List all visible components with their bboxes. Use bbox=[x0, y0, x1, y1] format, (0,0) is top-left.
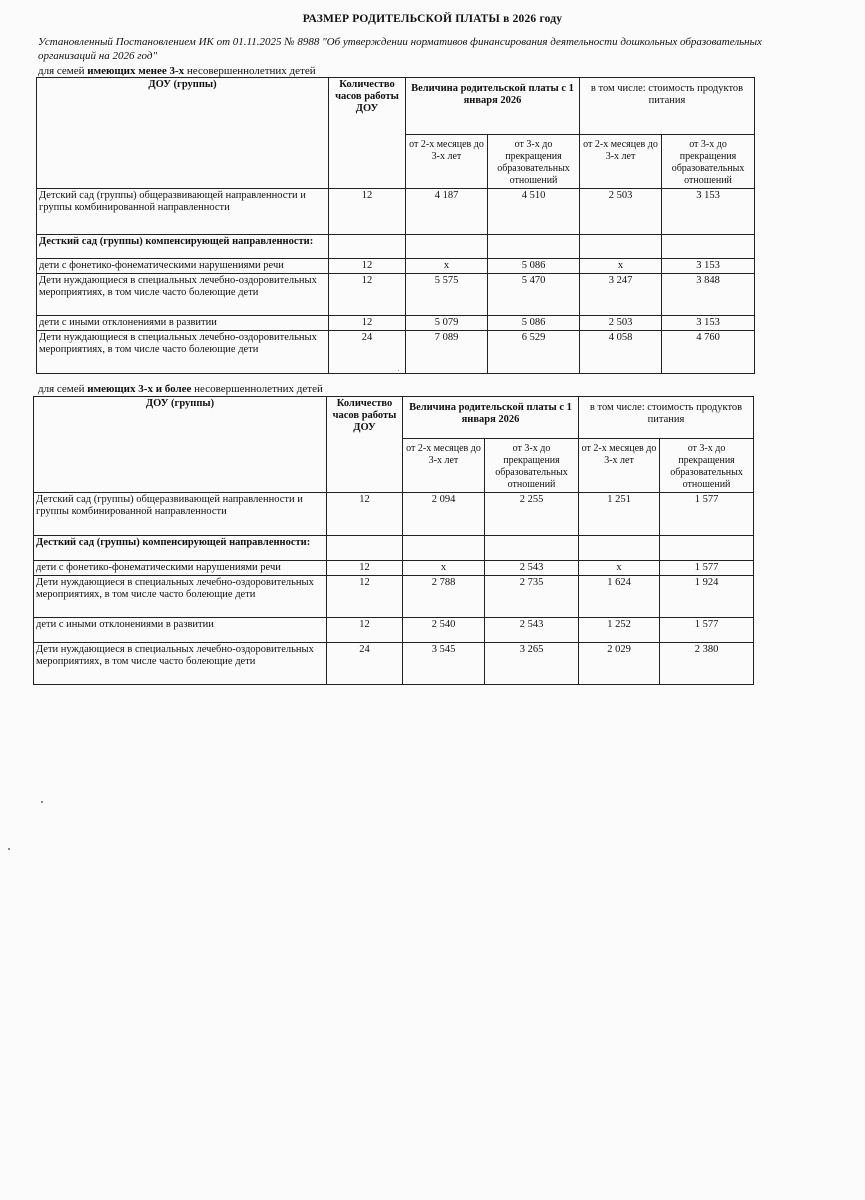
table-row bbox=[37, 274, 755, 316]
header-fee-age-3-end: от 3-х до прекращения образовательных отношений bbox=[488, 135, 580, 189]
table-row bbox=[34, 576, 754, 618]
row-fee-2-3: 7 089 bbox=[406, 331, 488, 374]
fee-table-section1 bbox=[36, 77, 755, 374]
row-label: дети с иными отклонениями в развитии bbox=[34, 618, 327, 643]
row-fee-2-3: 2 094 bbox=[403, 493, 485, 536]
row-fee-2-3: 2 788 bbox=[403, 576, 485, 618]
section1-caption-pre: для семей bbox=[38, 65, 88, 77]
header-food-age-3-end: от 3-х до прекращения образовательных отношений bbox=[662, 135, 755, 189]
row-hours: 12 bbox=[329, 259, 406, 274]
row-fee-2-3: 5 575 bbox=[406, 274, 488, 316]
row-food-2-3: 1 251 bbox=[579, 493, 660, 536]
scan-speck bbox=[41, 801, 43, 803]
row-label: Детский сад (группы) общеразвивающей направленности и группы комбинированной направленности bbox=[34, 493, 327, 536]
header-food-age-2-3: от 2-х месяцев до 3-х лет bbox=[580, 135, 662, 189]
section2-caption-pre: для семей bbox=[38, 383, 88, 395]
row-fee-3: 2 543 bbox=[485, 618, 579, 643]
header-fee-age-2-3: от 2-х месяцев до 3-х лет bbox=[406, 135, 488, 189]
document-subtitle: Установленный Постановлением ИК от 01.11.2025 № 8988 "Об утверждении нормативов финансирования деятельности дошкольных образовательных организаций на 2026 год" bbox=[38, 36, 762, 62]
row-fee-3: 6 529 bbox=[488, 331, 580, 374]
row-food-3: 3 153 bbox=[662, 259, 755, 274]
header-dou: ДОУ (группы) bbox=[37, 78, 329, 189]
row-hours bbox=[327, 536, 403, 561]
row-fee-3: 2 735 bbox=[485, 576, 579, 618]
row-fee-2-3: 2 540 bbox=[403, 618, 485, 643]
header-dou: ДОУ (группы) bbox=[34, 397, 327, 493]
row-food-2-3: 1 252 bbox=[579, 618, 660, 643]
row-food-3: 1 924 bbox=[660, 576, 754, 618]
row-fee-3: 5 470 bbox=[488, 274, 580, 316]
fee-table-section2 bbox=[33, 396, 754, 685]
header-fee-age-3-end: от 3-х до прекращения образовательных отношений bbox=[485, 439, 579, 493]
row-fee-3 bbox=[485, 536, 579, 561]
table-row bbox=[34, 536, 754, 561]
header-hours: Количество часов работы ДОУ bbox=[327, 397, 403, 493]
row-fee-2-3: 3 545 bbox=[403, 643, 485, 685]
row-hours bbox=[329, 235, 406, 259]
header-food-age-3-end: от 3-х до прекращения образовательных отношений bbox=[660, 439, 754, 493]
header-food: в том числе: стоимость продуктов питания bbox=[580, 78, 755, 135]
row-fee-2-3: х bbox=[406, 259, 488, 274]
section1-caption-post: несовершеннолетних детей bbox=[184, 65, 316, 77]
row-food-2-3: 2 503 bbox=[580, 189, 662, 235]
row-label: Дети нуждающиеся в специальных лечебно-оздоровительных мероприятиях, в том числе часто болеющие дети bbox=[34, 643, 327, 685]
row-food-3: 3 153 bbox=[662, 316, 755, 331]
table-row bbox=[37, 316, 755, 331]
row-fee-2-3: 5 079 bbox=[406, 316, 488, 331]
row-fee-2-3 bbox=[406, 235, 488, 259]
header-fee: Величина родительской платы с 1 января 2026 bbox=[406, 78, 580, 135]
row-food-3: 1 577 bbox=[660, 561, 754, 576]
scan-speck bbox=[8, 848, 10, 850]
row-label: Десткий сад (группы) компенсирующей направленности: bbox=[34, 536, 327, 561]
row-food-2-3: 4 058 bbox=[580, 331, 662, 374]
row-food-2-3: 2 503 bbox=[580, 316, 662, 331]
row-hours: 12 bbox=[327, 576, 403, 618]
row-label: Десткий сад (группы) компенсирующей направленности: bbox=[37, 235, 329, 259]
row-fee-3: 5 086 bbox=[488, 316, 580, 331]
row-fee-2-3: х bbox=[403, 561, 485, 576]
row-food-3: 1 577 bbox=[660, 493, 754, 536]
table-row bbox=[37, 189, 755, 235]
row-fee-3 bbox=[488, 235, 580, 259]
document-title: РАЗМЕР РОДИТЕЛЬСКОЙ ПЛАТЫ в 2026 году bbox=[302, 13, 563, 25]
row-hours: 24 bbox=[329, 331, 406, 374]
row-food-3: 3 848 bbox=[662, 274, 755, 316]
header-hours: Количество часов работы ДОУ bbox=[329, 78, 406, 189]
row-label: Дети нуждающиеся в специальных лечебно-оздоровительных мероприятиях, в том числе часто болеющие дети bbox=[37, 274, 329, 316]
table-row bbox=[37, 331, 755, 374]
row-food-3: 2 380 bbox=[660, 643, 754, 685]
table-row bbox=[37, 259, 755, 274]
row-label: Дети нуждающиеся в специальных лечебно-оздоровительных мероприятиях, в том числе часто болеющие дети bbox=[37, 331, 329, 374]
row-label: дети с иными отклонениями в развитии bbox=[37, 316, 329, 331]
row-food-3: 1 577 bbox=[660, 618, 754, 643]
row-label: дети с фонетико-фонематическими нарушениями речи bbox=[37, 259, 329, 274]
header-food: в том числе: стоимость продуктов питания bbox=[579, 397, 754, 439]
section2-caption bbox=[38, 383, 323, 395]
row-fee-3: 2 543 bbox=[485, 561, 579, 576]
row-food-3: 3 153 bbox=[662, 189, 755, 235]
row-label: Дети нуждающиеся в специальных лечебно-оздоровительных мероприятиях, в том числе часто болеющие дети bbox=[34, 576, 327, 618]
row-label: дети с фонетико-фонематическими нарушениями речи bbox=[34, 561, 327, 576]
row-hours: 12 bbox=[329, 316, 406, 331]
section2-caption-bold: имеющих 3-х и более bbox=[87, 383, 192, 395]
row-hours: 12 bbox=[327, 561, 403, 576]
row-food-2-3: 3 247 bbox=[580, 274, 662, 316]
row-food-2-3 bbox=[580, 235, 662, 259]
row-fee-3: 5 086 bbox=[488, 259, 580, 274]
row-food-2-3: х bbox=[580, 259, 662, 274]
table-row bbox=[34, 643, 754, 685]
row-fee-3: 2 255 bbox=[485, 493, 579, 536]
header-food-age-2-3: от 2-х месяцев до 3-х лет bbox=[579, 439, 660, 493]
header-fee-age-2-3: от 2-х месяцев до 3-х лет bbox=[403, 439, 485, 493]
table-row bbox=[34, 561, 754, 576]
row-fee-2-3: 4 187 bbox=[406, 189, 488, 235]
section2-caption-post: несовершеннолетних детей bbox=[191, 383, 323, 395]
row-label: Детский сад (группы) общеразвивающей направленности и группы комбинированной направленности bbox=[37, 189, 329, 235]
row-food-3 bbox=[662, 235, 755, 259]
row-fee-3: 4 510 bbox=[488, 189, 580, 235]
row-hours: 12 bbox=[327, 493, 403, 536]
table-row bbox=[34, 618, 754, 643]
row-food-3: 4 760 bbox=[662, 331, 755, 374]
row-hours: 12 bbox=[329, 274, 406, 316]
row-fee-2-3 bbox=[403, 536, 485, 561]
table-row bbox=[34, 493, 754, 536]
scan-speck bbox=[398, 370, 399, 371]
row-food-2-3: 1 624 bbox=[579, 576, 660, 618]
table-row bbox=[37, 235, 755, 259]
row-hours: 12 bbox=[327, 618, 403, 643]
section1-caption bbox=[38, 65, 316, 77]
row-food-2-3: 2 029 bbox=[579, 643, 660, 685]
row-food-2-3 bbox=[579, 536, 660, 561]
header-fee: Величина родительской платы с 1 января 2026 bbox=[403, 397, 579, 439]
row-food-2-3: х bbox=[579, 561, 660, 576]
row-food-3 bbox=[660, 536, 754, 561]
row-hours: 24 bbox=[327, 643, 403, 685]
row-fee-3: 3 265 bbox=[485, 643, 579, 685]
row-hours: 12 bbox=[329, 189, 406, 235]
section1-caption-bold: имеющих менее 3-х bbox=[87, 65, 185, 77]
